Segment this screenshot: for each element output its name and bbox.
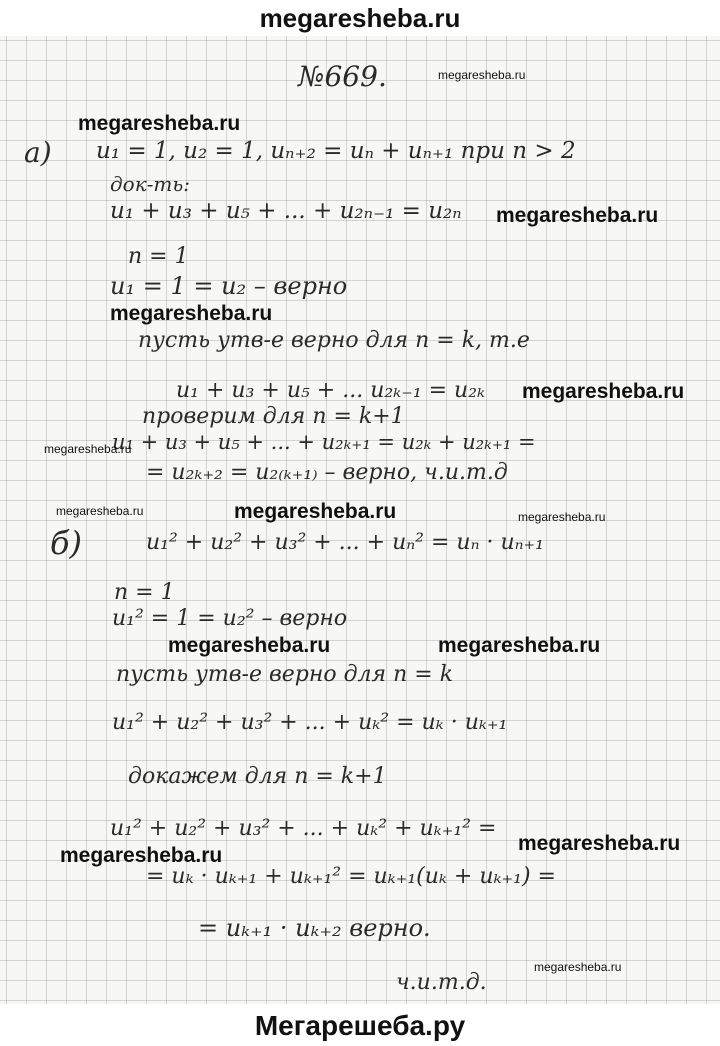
watermark: megaresheba.ru <box>168 634 331 657</box>
watermark: megaresheba.ru <box>496 204 659 227</box>
part-b-base-check: u₁² = 1 = u₂² – верно <box>112 606 348 631</box>
part-a-assume: пусть утв-е верно для n = k, т.е <box>138 328 530 353</box>
part-b-step3: = uₖ₊₁ · uₖ₊₂ верно. <box>198 914 431 942</box>
part-b-statement: u₁² + u₂² + u₃² + ... + uₙ² = uₙ · uₙ₊₁ <box>146 530 544 555</box>
site-header: megaresheba.ru <box>259 2 461 33</box>
part-a-base-n: n = 1 <box>128 244 189 269</box>
part-a-step2: = u₂ₖ₊₂ = u₂₍ₖ₊₁₎ – верно, ч.и.т.д <box>146 460 508 485</box>
watermark: megaresheba.ru <box>110 302 273 325</box>
watermark: megaresheba.ru <box>522 380 685 403</box>
watermark: megaresheba.ru <box>78 112 241 135</box>
part-a-base-check: u₁ = 1 = u₂ – верно <box>110 272 348 300</box>
watermark: megaresheba.ru <box>234 500 397 523</box>
problem-number: №669. <box>298 60 387 93</box>
part-b-base-n: n = 1 <box>114 580 175 605</box>
part-a-statement: u₁ + u₃ + u₅ + ... + u₂ₙ₋₁ = u₂ₙ <box>110 198 462 224</box>
part-b-assume: пусть утв-е верно для n = k <box>116 662 454 687</box>
watermark: megaresheba.ru <box>44 442 132 456</box>
part-a-given: u₁ = 1, u₂ = 1, uₙ₊₂ = uₙ + uₙ₊₁ при n > 2 <box>96 138 576 164</box>
part-a-check-label: проверим для n = k+1 <box>142 404 405 429</box>
part-b-step1: u₁² + u₂² + u₃² + ... + uₖ² + uₖ₊₁² = <box>110 816 497 841</box>
watermark: megaresheba.ru <box>518 510 606 524</box>
part-a-assume-formula: u₁ + u₃ + u₅ + ... u₂ₖ₋₁ = u₂ₖ <box>176 378 486 403</box>
watermark: megaresheba.ru <box>438 68 526 82</box>
part-a-prove-label: док-ть: <box>110 172 191 196</box>
site-footer: Мегарешеба.ру <box>254 1010 466 1041</box>
part-b-assume-formula: u₁² + u₂² + u₃² + ... + uₖ² = uₖ · uₖ₊₁ <box>112 710 508 735</box>
part-b-step2: = uₖ · uₖ₊₁ + uₖ₊₁² = uₖ₊₁(uₖ + uₖ₊₁) = <box>146 864 556 889</box>
part-b-qed: ч.и.т.д. <box>396 970 487 995</box>
watermark: megaresheba.ru <box>56 504 144 518</box>
part-a-label: а) <box>24 136 52 169</box>
watermark: megaresheba.ru <box>518 832 681 855</box>
part-b-prove-label: докажем для n = k+1 <box>128 764 387 789</box>
watermark: megaresheba.ru <box>60 844 223 867</box>
part-b-label: б) <box>50 524 83 562</box>
part-a-step1: u₁ + u₃ + u₅ + ... + u₂ₖ₊₁ = u₂ₖ + u₂ₖ₊₁ = <box>112 430 536 454</box>
solution-page <box>0 36 720 1004</box>
watermark: megaresheba.ru <box>438 634 601 657</box>
watermark: megaresheba.ru <box>534 960 622 974</box>
